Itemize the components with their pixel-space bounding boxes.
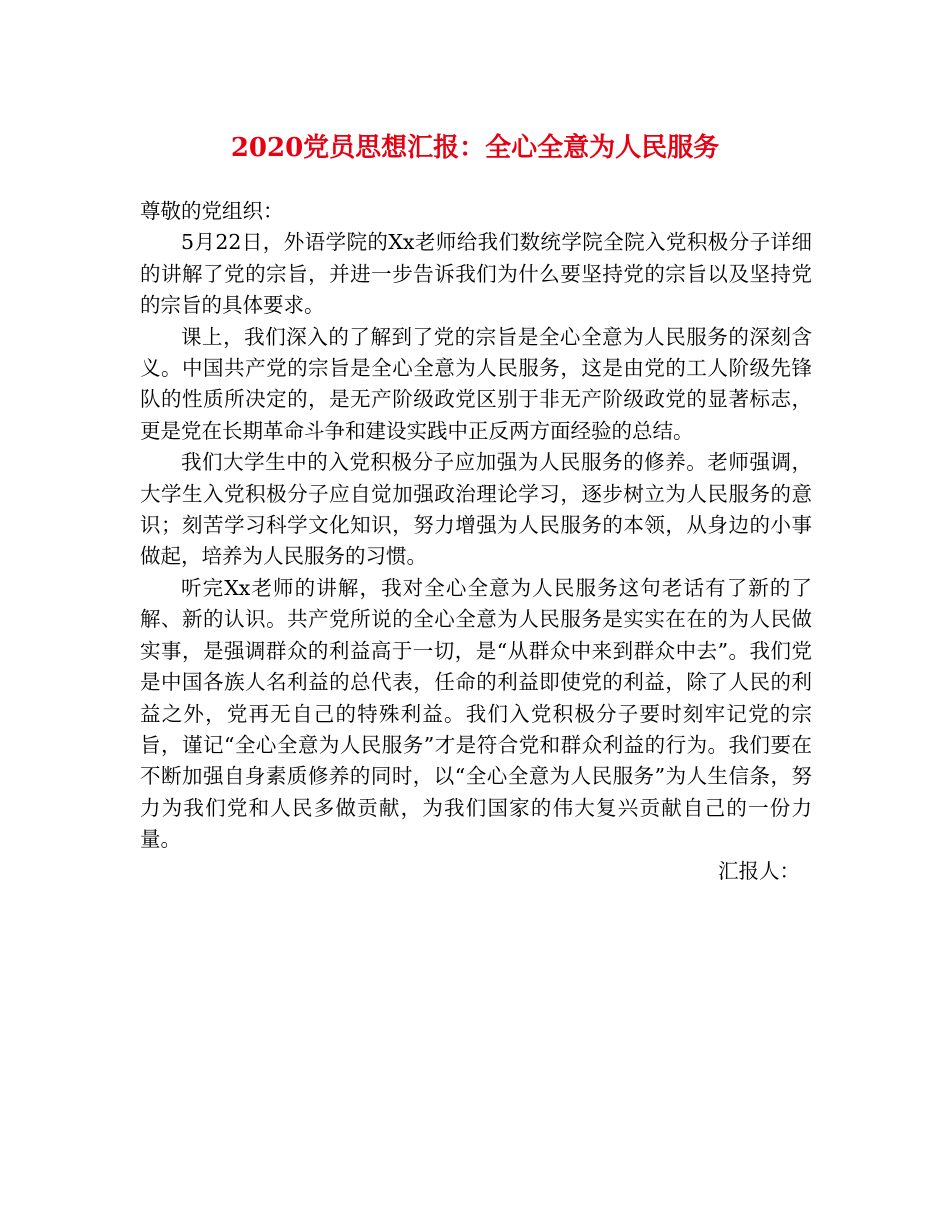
paragraph-1: 5月22日，外语学院的Xx老师给我们数统学院全院入党积极分子详细的讲解了党的宗旨，并进一步告诉我们为什么要坚持党的宗旨以及坚持党的宗旨的具体要求。 — [140, 230, 812, 318]
paragraph-2: 课上，我们深入的了解到了党的宗旨是全心全意为人民服务的深刻含义。中国共产党的宗旨是全心全意为人民服务，这是由党的工人阶级先锋队的性质所决定的，是无产阶级政党区别于非无产阶级政党的显著标志，更是党在长期革命斗争和建设实践中正反两方面经验的总结。 — [140, 324, 812, 443]
paragraph-4: 听完Xx老师的讲解，我对全心全意为人民服务这句老话有了新的了解、新的认识。共产党所说的全心全意为人民服务是实实在在的为人民做实事，是强调群众的利益高于一切，是“从群众中来到群众中去”。我们党是中国各族人名利益的总代表，任命的利益即使党的利益，除了人民的利益之外，党再无自己的特殊利益。我们入党积极分子要时刻牢记党的宗旨，谨记“全心全意为人民服务”才是符合党和群众利益的行为。我们要在不断加强自身素质修养的同时，以“全心全意为人民服务”为人生信条，努力为我们党和人民多做贡献，为我们国家的伟大复兴贡献自己的一份力量。 — [140, 575, 812, 852]
document-body — [140, 196, 812, 887]
salutation: 尊敬的党组织： — [140, 199, 284, 223]
document-title: 2020党员思想汇报：全心全意为人民服务 — [230, 133, 720, 163]
signature: 汇报人： — [718, 858, 800, 883]
paragraph-3: 我们大学生中的入党积极分子应加强为人民服务的修养。老师强调，大学生入党积极分子应自觉加强政治理论学习，逐步树立为人民服务的意识；刻苦学习科学文化知识，努力增强为人民服务的本领，从身边的小事做起，培养为人民服务的习惯。 — [140, 450, 812, 569]
